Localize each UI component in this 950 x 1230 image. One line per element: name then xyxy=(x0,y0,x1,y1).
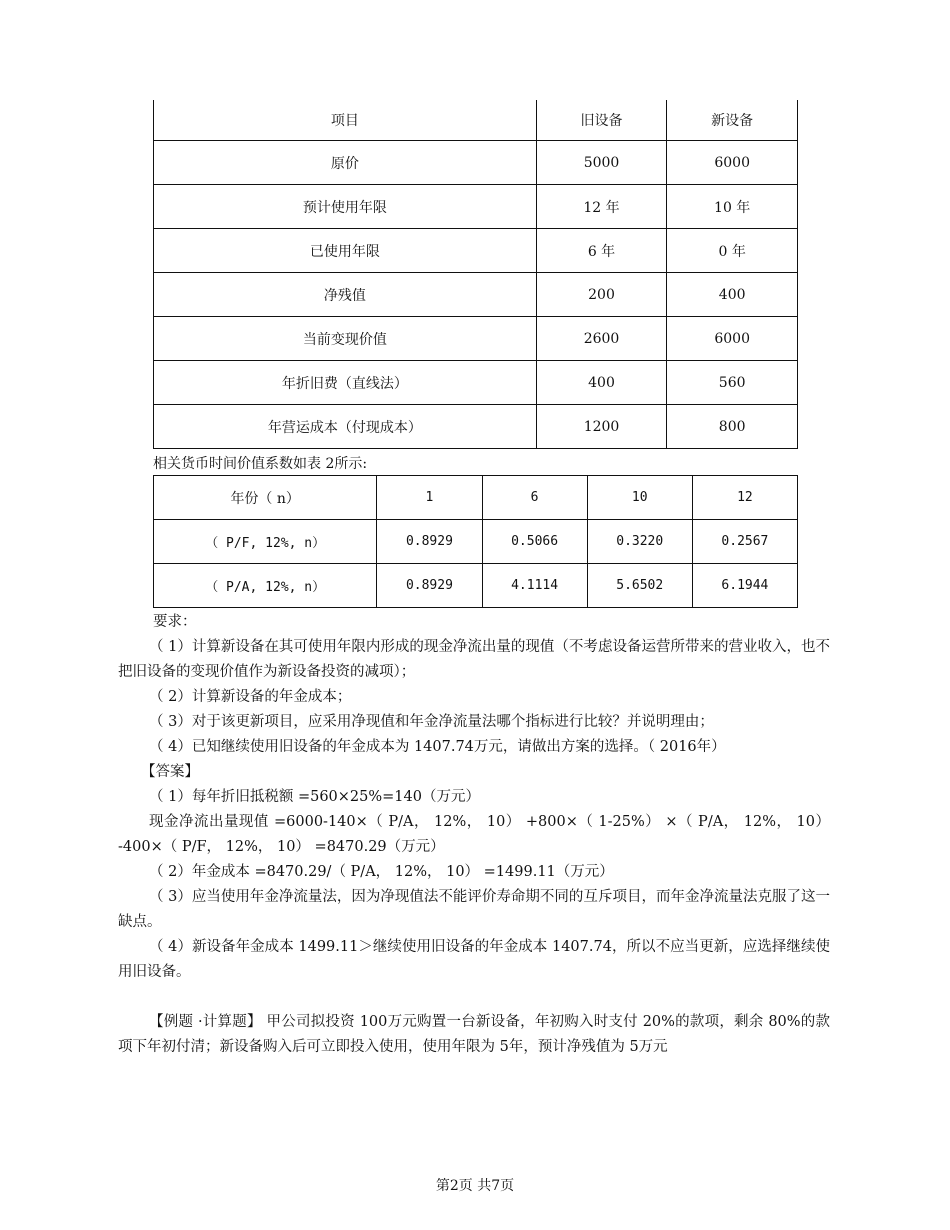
document-body xyxy=(118,610,830,1060)
table-cell: 年营运成本（付现成本） xyxy=(154,405,537,449)
table-header-row xyxy=(154,476,798,520)
answer-item: （ 1）每年折旧抵税额 =560×25%=140（万元） xyxy=(149,789,480,805)
answer-item: （ 2）年金成本 =8470.29/（ P/A， 12%， 10） =1499.11（万元） xyxy=(149,864,614,880)
table-cell: 0.5066 xyxy=(482,520,587,564)
answer-title: 【答案】 xyxy=(141,764,199,780)
table-cell: 0.8929 xyxy=(377,520,482,564)
answer-item: 现金净流出量现值 =6000-140×（ P/A， 12%， 10） +800×（ 1-25%） ×（ P/A， 12%， 10） -400×（ P/F， 12%， 10） =8470.29（万元） xyxy=(118,814,830,855)
header-cell: 12 xyxy=(692,476,797,520)
table-row xyxy=(154,141,798,185)
table-cell: 已使用年限 xyxy=(154,229,537,273)
table-cell: 5.6502 xyxy=(587,564,692,608)
requirement-item: （ 3）对于该更新项目，应采用净现值和年金净流量法哪个指标进行比较？并说明理由； xyxy=(149,714,714,730)
requirement-item: （ 1）计算新设备在其可使用年限内形成的现金净流出量的现值（不考虑设备运营所带来的营业收入，也不把旧设备的变现价值作为新设备投资的减项）； xyxy=(118,639,830,680)
time-value-coefficient-table xyxy=(153,475,798,608)
equipment-comparison-table xyxy=(153,100,798,449)
example-question: 【例题 ·计算题】 甲公司拟投资 100万元购置一台新设备，年初购入时支付 20%的款项，剩余 80%的款项下年初付清；新设备购入后可立即投入使用，使用年限为 5年，预计净残值为 5万元 xyxy=(118,1014,830,1055)
table-cell: 原价 xyxy=(154,141,537,185)
requirement-item: （ 2）计算新设备的年金成本； xyxy=(149,689,352,705)
header-cell: 项目 xyxy=(154,100,537,141)
table-cell: 0.3220 xyxy=(587,520,692,564)
table-cell: 12 年 xyxy=(536,185,667,229)
table-header-row xyxy=(154,100,798,141)
header-cell: 年份（ n） xyxy=(154,476,377,520)
table-cell: 5000 xyxy=(536,141,667,185)
table-row xyxy=(154,229,798,273)
table-row xyxy=(154,273,798,317)
table-cell: 1200 xyxy=(536,405,667,449)
table-cell: 6000 xyxy=(667,141,798,185)
header-cell: 1 xyxy=(377,476,482,520)
header-cell: 6 xyxy=(482,476,587,520)
table-cell: 560 xyxy=(667,361,798,405)
table-cell: 6 年 xyxy=(536,229,667,273)
header-cell: 旧设备 xyxy=(536,100,667,141)
table-cell: 预计使用年限 xyxy=(154,185,537,229)
table-row xyxy=(154,405,798,449)
table-cell: 0 年 xyxy=(667,229,798,273)
table-cell: 4.1114 xyxy=(482,564,587,608)
table-cell: 0.8929 xyxy=(377,564,482,608)
table-note: 相关货币时间价值系数如表 2所示: xyxy=(153,456,368,472)
table-row xyxy=(154,185,798,229)
table-cell: 6.1944 xyxy=(692,564,797,608)
table-cell: 6000 xyxy=(667,317,798,361)
table-cell: 年折旧费（直线法） xyxy=(154,361,537,405)
requirement-item: （ 4）已知继续使用旧设备的年金成本为 1407.74万元，请做出方案的选择。（ 2016年） xyxy=(149,739,726,755)
table-row xyxy=(154,317,798,361)
table-row xyxy=(154,361,798,405)
table-row xyxy=(154,564,798,608)
table-cell: 400 xyxy=(536,361,667,405)
header-cell: 10 xyxy=(587,476,692,520)
table-cell: （ P/A, 12%, n） xyxy=(154,564,377,608)
answer-item: （ 4）新设备年金成本 1499.11＞继续使用旧设备的年金成本 1407.74，所以不应当更新，应选择继续使用旧设备。 xyxy=(118,939,830,980)
table-row xyxy=(154,520,798,564)
table-cell: 0.2567 xyxy=(692,520,797,564)
page-footer: 第2页 共7页 xyxy=(435,1178,515,1194)
answer-item: （ 3）应当使用年金净流量法，因为净现值法不能评价寿命期不同的互斥项目，而年金净流量法克服了这一缺点。 xyxy=(118,889,830,930)
table-cell: 当前变现价值 xyxy=(154,317,537,361)
requirements-title: 要求： xyxy=(153,614,197,630)
table-cell: 10 年 xyxy=(667,185,798,229)
table-cell: 200 xyxy=(536,273,667,317)
table-cell: 800 xyxy=(667,405,798,449)
table-cell: 400 xyxy=(667,273,798,317)
header-cell: 新设备 xyxy=(667,100,798,141)
table-cell: 2600 xyxy=(536,317,667,361)
table-cell: 净残值 xyxy=(154,273,537,317)
table-cell: （ P/F, 12%, n） xyxy=(154,520,377,564)
